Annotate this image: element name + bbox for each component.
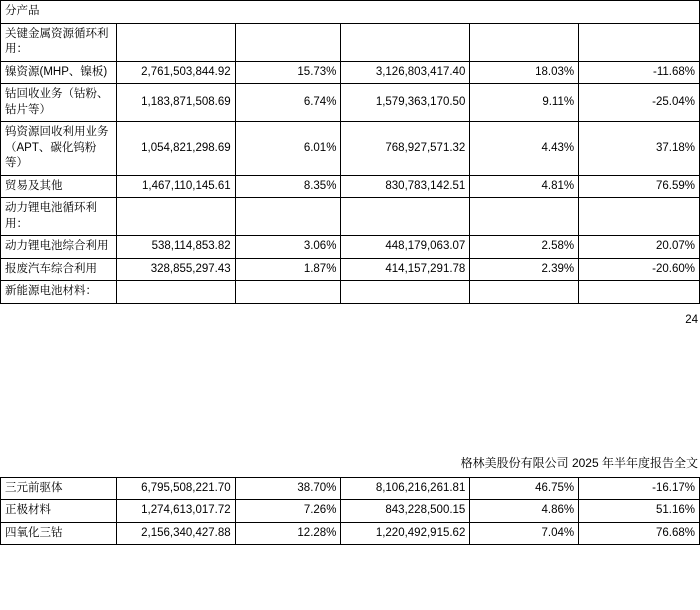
row-share-prior: 18.03%: [470, 61, 579, 84]
row-revenue-current: 328,855,297.43: [116, 258, 235, 281]
row-change: 76.59%: [579, 175, 700, 198]
row-change: -16.17%: [579, 477, 700, 500]
row-share-prior: 46.75%: [470, 477, 579, 500]
table-bottom-body: [1, 477, 700, 545]
table-row: [1, 61, 700, 84]
row-share-prior: 2.39%: [470, 258, 579, 281]
row-label: 关键金属资源循环利用：: [1, 23, 117, 61]
row-share-prior: 2.58%: [470, 236, 579, 259]
row-change: 37.18%: [579, 122, 700, 176]
row-share-prior: 4.86%: [470, 500, 579, 523]
table-row: [1, 258, 700, 281]
row-revenue-prior: [341, 23, 470, 61]
row-share-current: 6.74%: [235, 84, 341, 122]
row-change: -11.68%: [579, 61, 700, 84]
row-revenue-prior: 1,220,492,915.62: [341, 522, 470, 545]
row-change: [579, 281, 700, 304]
row-label: 正极材料: [1, 500, 117, 523]
page-break-gap: [0, 326, 700, 454]
document-header-company: 格林美股份有限公司 2025 年半年度报告全文: [460, 455, 698, 470]
row-share-current: [235, 281, 341, 304]
row-revenue-current: [116, 198, 235, 236]
row-revenue-current: 6,795,508,221.70: [116, 477, 235, 500]
row-label: 三元前驱体: [1, 477, 117, 500]
row-share-current: 1.87%: [235, 258, 341, 281]
section-header-cell: 分产品: [1, 1, 700, 24]
table-row: [1, 500, 700, 523]
row-share-prior: 7.04%: [470, 522, 579, 545]
row-change: 51.16%: [579, 500, 700, 523]
row-revenue-prior: 414,157,291.78: [341, 258, 470, 281]
row-label: 钨资源回收利用业务（APT、碳化钨粉等）: [1, 122, 117, 176]
product-breakdown-table-top: [0, 0, 700, 304]
row-label: 新能源电池材料：: [1, 281, 117, 304]
row-revenue-prior: 8,106,216,261.81: [341, 477, 470, 500]
row-revenue-current: 2,156,340,427.88: [116, 522, 235, 545]
row-change: -25.04%: [579, 84, 700, 122]
page-number: 24: [685, 313, 698, 326]
row-share-current: 3.06%: [235, 236, 341, 259]
row-share-prior: 4.81%: [470, 175, 579, 198]
row-change: 20.07%: [579, 236, 700, 259]
table-row: [1, 522, 700, 545]
row-share-current: 12.28%: [235, 522, 341, 545]
row-label: 四氧化三钴: [1, 522, 117, 545]
table-row: [1, 236, 700, 259]
table-row: [1, 281, 700, 304]
table-row: [1, 122, 700, 176]
row-share-current: 8.35%: [235, 175, 341, 198]
row-change: [579, 198, 700, 236]
row-share-current: 15.73%: [235, 61, 341, 84]
row-share-current: 6.01%: [235, 122, 341, 176]
row-revenue-prior: 448,179,063.07: [341, 236, 470, 259]
row-change: 76.68%: [579, 522, 700, 545]
row-revenue-current: 1,467,110,145.61: [116, 175, 235, 198]
row-change: -20.60%: [579, 258, 700, 281]
product-breakdown-table-bottom: [0, 477, 700, 546]
row-revenue-current: [116, 23, 235, 61]
row-share-current: [235, 23, 341, 61]
table-row: [1, 175, 700, 198]
row-share-current: 38.70%: [235, 477, 341, 500]
row-revenue-prior: 1,579,363,170.50: [341, 84, 470, 122]
row-label: 动力锂电池循环利用：: [1, 198, 117, 236]
row-share-current: 7.26%: [235, 500, 341, 523]
table-row: [1, 84, 700, 122]
row-revenue-current: 2,761,503,844.92: [116, 61, 235, 84]
row-revenue-current: 538,114,853.82: [116, 236, 235, 259]
row-label: 动力锂电池综合利用: [1, 236, 117, 259]
row-revenue-prior: [341, 198, 470, 236]
row-share-prior: [470, 198, 579, 236]
row-revenue-current: [116, 281, 235, 304]
row-label: 贸易及其他: [1, 175, 117, 198]
row-revenue-prior: 768,927,571.32: [341, 122, 470, 176]
table-row: [1, 198, 700, 236]
row-revenue-prior: 3,126,803,417.40: [341, 61, 470, 84]
row-label: 镍资源(MHP、镍板): [1, 61, 117, 84]
row-change: [579, 23, 700, 61]
row-share-prior: [470, 281, 579, 304]
row-label: 报废汽车综合利用: [1, 258, 117, 281]
row-share-current: [235, 198, 341, 236]
row-revenue-current: 1,183,871,508.69: [116, 84, 235, 122]
row-share-prior: 9.11%: [470, 84, 579, 122]
row-share-prior: 4.43%: [470, 122, 579, 176]
row-label: 钴回收业务（钴粉、钴片等）: [1, 84, 117, 122]
table-top-body: [1, 1, 700, 304]
row-revenue-current: 1,054,821,298.69: [116, 122, 235, 176]
row-revenue-current: 1,274,613,017.72: [116, 500, 235, 523]
table-row: [1, 23, 700, 61]
row-revenue-prior: [341, 281, 470, 304]
row-revenue-prior: 830,783,142.51: [341, 175, 470, 198]
row-revenue-prior: 843,228,500.15: [341, 500, 470, 523]
table-section-header-row: [1, 1, 700, 24]
table-row: [1, 477, 700, 500]
row-share-prior: [470, 23, 579, 61]
